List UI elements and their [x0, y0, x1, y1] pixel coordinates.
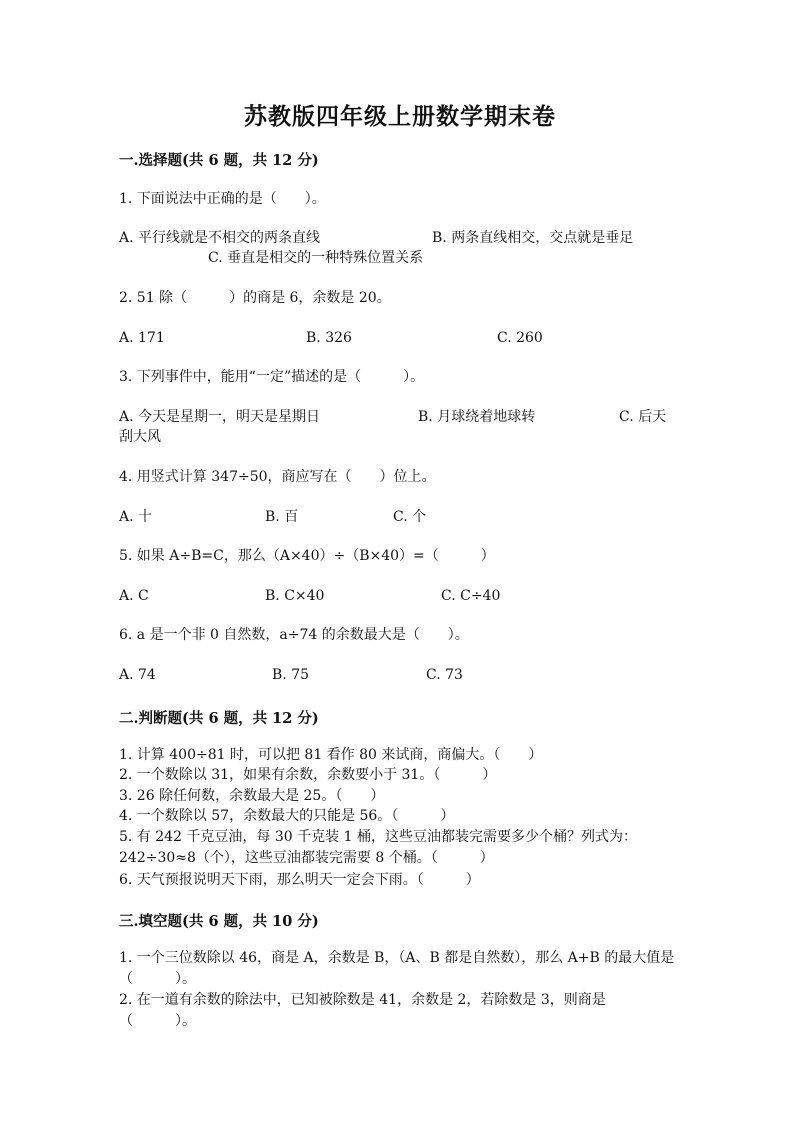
- option-b: B. C×40: [265, 588, 325, 604]
- question-stem: 2. 51 除（ ）的商是 6，余数是 20。: [119, 290, 391, 306]
- judge-item: 5. 有 242 千克豆油，每 30 千克装 1 桶，这些豆油都装完需要多少个桶？列式为：242÷30≈8（个），这些豆油都装完需要 8 个桶。（ ）: [119, 829, 637, 866]
- question-stem: 3. 下列事件中，能用“一定”描述的是（ ）。: [119, 369, 425, 385]
- judge-item: 1. 计算 400÷81 时，可以把 81 看作 80 来试商，商偏大。（ ）: [119, 747, 543, 763]
- option-b: B. 百: [265, 509, 299, 525]
- judge-item: 2. 一个数除以 31，如果有余数，余数要小于 31。（ ）: [119, 767, 497, 783]
- option-c: C. C÷40: [441, 588, 501, 604]
- option-c-continued: 刮大风: [119, 429, 161, 445]
- fill-item: 2. 在一道有余数的除法中，已知被除数是 41，余数是 2，若除数是 3，则商是（ ）。: [119, 992, 606, 1029]
- section-header-fill: 三.填空题(共 6 题，共 10 分): [119, 913, 319, 930]
- option-b: B. 两条直线相交，交点就是垂足: [432, 230, 634, 246]
- option-c: C. 垂直是相交的一种特殊位置关系: [208, 250, 424, 266]
- option-a: A. 171: [119, 330, 165, 346]
- option-a: A. 74: [119, 667, 156, 683]
- option-a: A. 十: [119, 509, 153, 525]
- judge-item: 4. 一个数除以 57，余数最大的只能是 56。（ ）: [119, 808, 455, 824]
- option-c: C. 后天: [619, 409, 667, 425]
- option-b: B. 75: [272, 667, 310, 683]
- judge-item: 3. 26 除任何数，余数最大是 25。（ ）: [119, 788, 385, 804]
- option-c: C. 260: [497, 330, 543, 346]
- option-a: A. 今天是星期一，明天是星期日: [119, 409, 321, 425]
- section-header-judge: 二.判断题(共 6 题，共 12 分): [119, 710, 319, 727]
- question-stem: 6. a 是一个非 0 自然数，a÷74 的余数最大是（ ）。: [119, 627, 469, 643]
- judge-item: 6. 天气预报说明天下雨，那么明天一定会下雨。（ ）: [119, 872, 480, 888]
- option-b: B. 月球绕着地球转: [418, 409, 536, 425]
- page-title: 苏教版四年级上册数学期末卷: [244, 103, 556, 130]
- option-a: A. 平行线就是不相交的两条直线: [119, 230, 321, 246]
- option-b: B. 326: [306, 330, 352, 346]
- option-c: C. 个: [393, 509, 427, 525]
- option-c: C. 73: [426, 667, 463, 683]
- section-header-choice: 一.选择题(共 6 题，共 12 分): [119, 152, 319, 169]
- question-stem: 1. 下面说法中正确的是（ ）。: [119, 191, 326, 207]
- option-a: A. C: [119, 588, 149, 604]
- question-stem: 5. 如果 A÷B=C，那么（A×40）÷（B×40）=（ ）: [119, 548, 495, 564]
- fill-item: 1. 一个三位数除以 46，商是 A，余数是 B，（A、B 都是自然数），那么 A+B 的最大值是（ ）。: [119, 950, 675, 987]
- question-stem: 4. 用竖式计算 347÷50，商应写在（ ）位上。: [119, 469, 436, 485]
